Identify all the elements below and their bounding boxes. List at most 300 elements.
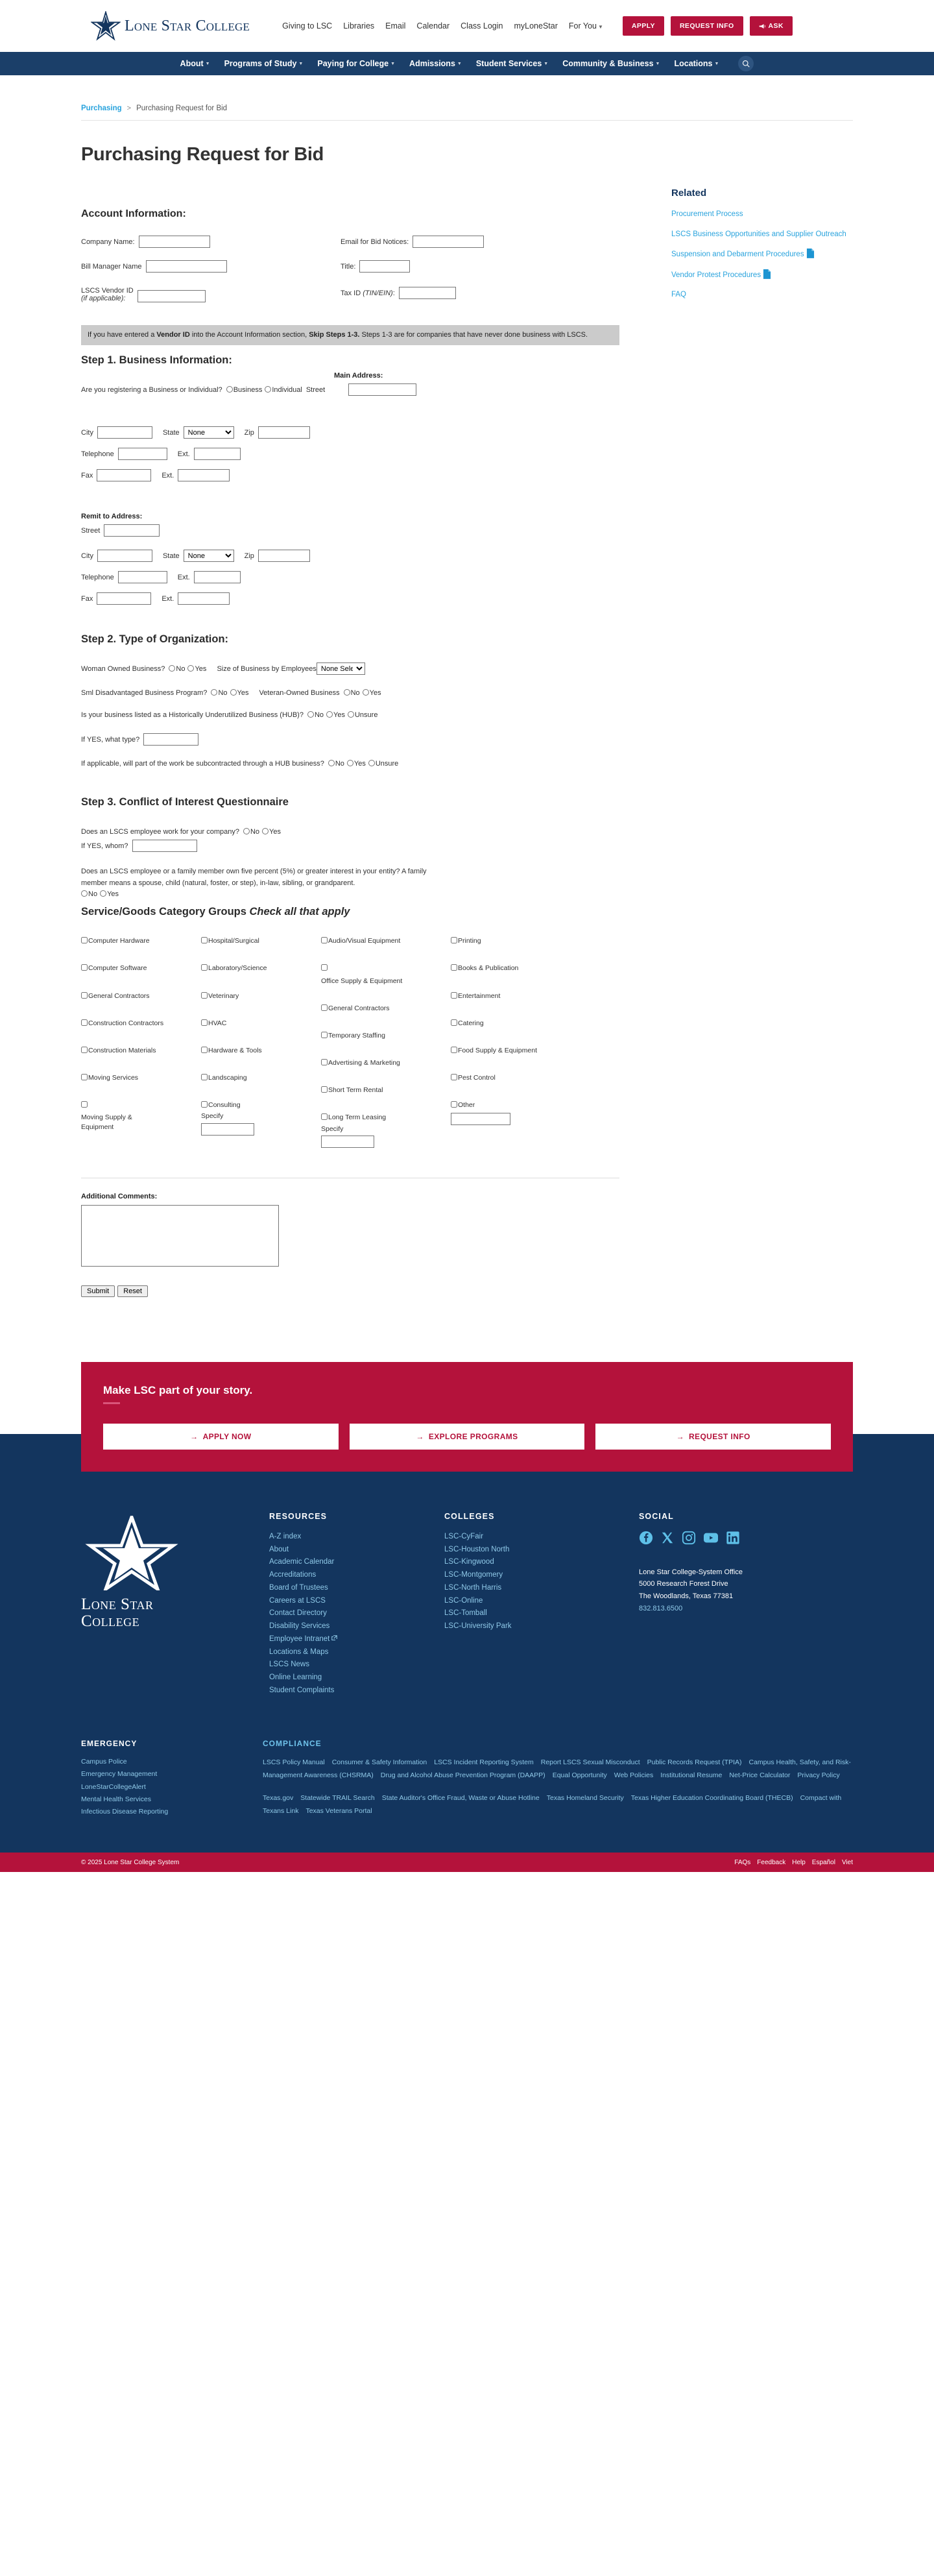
checkbox-hvac[interactable]: [201, 1019, 321, 1028]
radio-business[interactable]: [226, 386, 263, 394]
utility-header: [0, 0, 934, 52]
main-street-input[interactable]: [348, 383, 416, 396]
radio-individual[interactable]: [265, 386, 302, 394]
footer-link-label: Emergency Management: [81, 1770, 158, 1779]
bill-manager-input[interactable]: [146, 260, 227, 273]
main-telephone-ext-input[interactable]: [194, 448, 241, 460]
footer-logo-line2: College: [81, 1612, 140, 1631]
footer-link-lsc-university-park[interactable]: [444, 1620, 639, 1633]
consulting-specify-label: Specify: [201, 1112, 224, 1121]
additional-comments-textarea[interactable]: [81, 1205, 279, 1267]
megaphone-icon: [759, 23, 766, 29]
nav-item-community-business[interactable]: [562, 59, 660, 68]
radio-label-yes: Yes: [369, 689, 381, 698]
radio-individual-input[interactable]: [265, 386, 271, 393]
subcontract-unsure-input[interactable]: [368, 760, 375, 766]
lscs-employee-yes[interactable]: [262, 828, 281, 836]
radio-label-yes: Yes: [237, 689, 249, 698]
remit-street-input[interactable]: [104, 524, 160, 537]
footer-link-help[interactable]: Help: [792, 1858, 806, 1866]
checkbox-pest-control[interactable]: [451, 1073, 571, 1082]
family-ownership-line1: Does an LSCS employee or a family member own five percent (5%) or greater interest in your entity? A family: [81, 868, 427, 876]
checkbox-audio-visual-equipment[interactable]: [321, 936, 451, 945]
footer-link-feedback[interactable]: Feedback: [757, 1858, 786, 1866]
checkbox-other-input[interactable]: [451, 1101, 457, 1108]
footer-link-label: LSC-Houston North: [444, 1545, 510, 1553]
footer-link-label: State Auditor's Office Fraud, Waste or Abuse Hotline: [381, 1793, 540, 1802]
footer-link-label: Net-Price Calculator: [729, 1771, 791, 1780]
radio-business-input[interactable]: [226, 386, 233, 393]
utility-nav: [282, 21, 603, 30]
lscs-employee-question: Does an LSCS employee work for your company?: [81, 828, 239, 836]
woman-owned-yes[interactable]: [187, 665, 206, 673]
category-column-2: [201, 936, 321, 1148]
company-name-label: Company Name:: [81, 237, 135, 246]
cta-button-label: REQUEST INFO: [688, 1431, 750, 1441]
site-logo[interactable]: [91, 11, 250, 41]
bill-manager-label: Bill Manager Name: [81, 262, 142, 271]
reset-button[interactable]: Reset: [117, 1285, 148, 1297]
lscs-employee-whom-input[interactable]: [132, 840, 197, 852]
footer-link-label: LSC-University Park: [444, 1622, 512, 1631]
sml-disadvantaged-no-input[interactable]: [211, 689, 217, 696]
footer-link-thecb[interactable]: [631, 1794, 793, 1802]
nav-item-admissions[interactable]: [409, 59, 462, 68]
footer-link-a-z-index[interactable]: [269, 1531, 444, 1544]
footer-link-infectious-disease-reporting[interactable]: [81, 1806, 263, 1818]
lscs-employee-no-input[interactable]: [243, 828, 250, 834]
cta-button-label: APPLY NOW: [202, 1431, 252, 1441]
footer-link-label: A-Z index: [269, 1532, 302, 1540]
checkbox-books-publication[interactable]: [451, 964, 571, 973]
category-groups-heading-main: Service/Goods Category Groups: [81, 906, 250, 918]
remit-fax-input[interactable]: [97, 592, 151, 605]
footer-link-faqs[interactable]: FAQs: [734, 1858, 751, 1866]
cta-explore-programs-button[interactable]: [350, 1424, 585, 1450]
request-info-button[interactable]: [671, 16, 743, 36]
footer-link-employee-intranet[interactable]: [269, 1633, 444, 1646]
x-twitter-link[interactable]: [660, 1531, 675, 1548]
vendor-id-notice: [81, 325, 619, 345]
nav-item-label: Admissions: [409, 59, 455, 68]
checkbox-pest-control-input[interactable]: [451, 1074, 457, 1080]
footer-link-accreditations[interactable]: [269, 1569, 444, 1582]
sml-disadvantaged-yes[interactable]: [230, 689, 249, 697]
subcontract-yes-input[interactable]: [347, 760, 353, 766]
tax-id-label-note: (TIN/EIN): [363, 289, 393, 297]
tax-id-input[interactable]: [399, 287, 456, 299]
tax-id-label: Tax ID: [341, 289, 361, 297]
footer-link-lsc-tomball[interactable]: [444, 1607, 639, 1620]
checkbox-label: Hospital/Surgical: [208, 937, 259, 945]
footer-link-privacy-policy[interactable]: [797, 1771, 839, 1779]
checkbox-short-term-rental[interactable]: [321, 1086, 451, 1095]
cta-apply-now-button[interactable]: [103, 1424, 339, 1450]
checkbox-printing-input[interactable]: [451, 937, 457, 943]
footer-link-lscs-policy-manual[interactable]: [263, 1758, 325, 1766]
util-link-label: Calendar: [416, 21, 450, 30]
footer-link-lsc-houston-north[interactable]: [444, 1544, 639, 1557]
linkedin-icon: [726, 1531, 740, 1545]
related-link-suspension-debarment[interactable]: [671, 249, 853, 260]
footer-link-label: Campus Health, Safety, and Risk-Management Awareness (CHSRMA): [263, 1758, 851, 1780]
size-of-business-select[interactable]: [317, 662, 365, 675]
footer-link-academic-calendar[interactable]: [269, 1556, 444, 1569]
hub-type-label: If YES, what type?: [81, 735, 140, 744]
family-ownership-yes[interactable]: [100, 890, 119, 898]
checkbox-entertainment[interactable]: [451, 991, 571, 1001]
vendor-id-label: LSCS Vendor ID: [81, 287, 134, 295]
util-link-giving[interactable]: [282, 21, 332, 30]
compliance-links-group-1: [263, 1756, 853, 1782]
checkbox-short-term-rental-input[interactable]: [321, 1086, 328, 1093]
woman-owned-no[interactable]: [169, 665, 185, 673]
hub-unsure[interactable]: [348, 711, 377, 719]
facebook-link[interactable]: [639, 1531, 653, 1548]
footer-link-net-price-calculator[interactable]: [729, 1771, 790, 1779]
hub-unsure-input[interactable]: [348, 711, 354, 718]
checkbox-label: Temporary Staffing: [328, 1031, 385, 1039]
svg-text:PDF: PDF: [763, 275, 771, 279]
radio-individual-label: Individual: [272, 385, 302, 394]
email-bid-notices-input[interactable]: [413, 236, 484, 248]
footer-link-lsc-online[interactable]: [444, 1595, 639, 1608]
pdf-icon: [763, 269, 771, 278]
footer-link-label: Campus Police: [81, 1757, 127, 1766]
emergency-links: [81, 1756, 263, 1819]
checkbox-computer-hardware[interactable]: [81, 936, 201, 945]
footer-link-lonestarcollege-alert[interactable]: [81, 1781, 263, 1793]
footer-link-web-policies[interactable]: [614, 1771, 654, 1779]
checkbox-computer-software-input[interactable]: [81, 964, 88, 971]
footer-link-student-complaints[interactable]: [269, 1684, 444, 1697]
checkbox-construction-materials[interactable]: [81, 1046, 201, 1055]
checkbox-label: Pest Control: [458, 1074, 496, 1082]
arrow-right-icon: →: [676, 1431, 684, 1441]
remit-fax-label: Fax: [81, 594, 93, 603]
subcontract-no-input[interactable]: [328, 760, 335, 766]
related-sidebar: [652, 185, 853, 1297]
checkbox-hospital-surgical-input[interactable]: [201, 937, 208, 943]
footer-link-campus-police[interactable]: [81, 1756, 263, 1768]
x-twitter-icon: [660, 1531, 675, 1545]
util-link-class-login[interactable]: [461, 21, 503, 30]
footer-link-texas-gov[interactable]: [263, 1794, 293, 1802]
footer-link-incident-reporting[interactable]: [434, 1758, 534, 1766]
checkbox-label: Hardware & Tools: [208, 1046, 262, 1054]
remit-telephone-ext-label: Ext.: [177, 573, 190, 581]
search-button[interactable]: [738, 56, 754, 71]
footer-link-public-records-request[interactable]: [647, 1758, 742, 1766]
radio-label-yes: Yes: [333, 711, 345, 720]
footer-link-label: Privacy Policy: [797, 1771, 840, 1780]
hub-question: Is your business listed as a Historically Underutilized Business (HUB)?: [81, 711, 304, 720]
footer-link-careers[interactable]: [269, 1595, 444, 1608]
footer-link-consumer-safety-information[interactable]: [332, 1758, 427, 1766]
subcontract-yes[interactable]: [347, 760, 366, 768]
hub-no-input[interactable]: [307, 711, 314, 718]
checkbox-entertainment-input[interactable]: [451, 992, 457, 999]
util-link-email[interactable]: [385, 21, 405, 30]
breadcrumb-link-purchasing[interactable]: Purchasing: [81, 104, 122, 112]
main-city-input[interactable]: [97, 426, 152, 439]
hub-no[interactable]: [307, 711, 324, 719]
checkbox-general-contractors-1[interactable]: [81, 991, 201, 1001]
chevron-down-icon: ▼: [714, 61, 719, 66]
subcontract-hub-question: If applicable, will part of the work be subcontracted through a HUB business?: [81, 760, 324, 768]
footer-link-emergency-management[interactable]: [81, 1768, 263, 1780]
main-telephone-label: Telephone: [81, 450, 114, 458]
footer-link-lsc-north-harris[interactable]: [444, 1582, 639, 1595]
checkbox-hardware-tools-input[interactable]: [201, 1047, 208, 1053]
woman-owned-yes-input[interactable]: [187, 665, 194, 672]
footer-link-espanol[interactable]: Español: [811, 1858, 835, 1866]
apply-button[interactable]: [623, 16, 664, 36]
checkbox-veterinary-input[interactable]: [201, 992, 208, 999]
remit-zip-input[interactable]: [258, 550, 310, 562]
main-street-label: Street: [305, 385, 326, 394]
checkbox-computer-hardware-input[interactable]: [81, 937, 88, 943]
sml-disadvantaged-yes-input[interactable]: [230, 689, 237, 696]
checkbox-general-contractors-2[interactable]: [321, 1004, 451, 1013]
related-link-label: LSCS Business Opportunities and Supplier Outreach: [671, 230, 846, 238]
family-ownership-no-input[interactable]: [81, 890, 88, 897]
remit-state-select[interactable]: [184, 550, 234, 562]
util-link-for-you[interactable]: [569, 21, 603, 30]
hub-type-input[interactable]: [143, 733, 198, 746]
checkbox-moving-services[interactable]: [81, 1073, 201, 1082]
footer-link-lsc-cyfair[interactable]: [444, 1531, 639, 1544]
checkbox-landscaping-input[interactable]: [201, 1074, 208, 1080]
checkbox-label: Landscaping: [208, 1074, 247, 1082]
checkbox-moving-services-input[interactable]: [81, 1074, 88, 1080]
main-zip-input[interactable]: [258, 426, 310, 439]
remit-telephone-input[interactable]: [118, 571, 167, 583]
checkbox-label: Books & Publication: [458, 964, 519, 973]
other-specify-input[interactable]: [451, 1113, 510, 1125]
checkbox-laboratory-science-input[interactable]: [201, 964, 208, 971]
veteran-owned-no-input[interactable]: [344, 689, 350, 696]
footer-link-lscs-news[interactable]: [269, 1659, 444, 1671]
remit-fax-ext-input[interactable]: [178, 592, 230, 605]
related-link-faq[interactable]: [671, 289, 853, 300]
checkbox-printing[interactable]: [451, 936, 571, 945]
email-bid-notices-label: Email for Bid Notices:: [341, 237, 409, 246]
additional-comments-heading: Additional Comments:: [81, 1192, 158, 1200]
radio-label-yes: Yes: [107, 890, 119, 899]
consulting-specify-input[interactable]: [201, 1123, 254, 1136]
checkbox-long-term-leasing[interactable]: [321, 1113, 451, 1147]
checkbox-office-supply-equipment-input[interactable]: [321, 964, 328, 971]
related-link-vendor-protest[interactable]: [671, 269, 853, 281]
lscs-employee-yes-input[interactable]: [262, 828, 269, 834]
footer-link-state-auditor-hotline[interactable]: [382, 1794, 540, 1802]
checkbox-catering-input[interactable]: [451, 1019, 457, 1026]
vendor-id-input[interactable]: [138, 290, 206, 302]
footer-link-label: Student Complaints: [269, 1686, 335, 1694]
instagram-link[interactable]: [682, 1531, 696, 1548]
footer-link-lsc-montgomery[interactable]: [444, 1569, 639, 1582]
checkbox-long-term-leasing-input[interactable]: [321, 1113, 328, 1120]
radio-label-yes: Yes: [269, 828, 281, 836]
nav-item-about[interactable]: [180, 59, 210, 68]
footer-link-daapp[interactable]: [381, 1771, 545, 1779]
checkbox-label: Entertainment: [458, 991, 501, 1000]
veteran-owned-yes[interactable]: [363, 689, 381, 697]
checkbox-advertising-marketing-input[interactable]: [321, 1059, 328, 1065]
footer-link-locations-maps[interactable]: [269, 1646, 444, 1659]
footer-link-online-learning[interactable]: [269, 1671, 444, 1684]
checkbox-general-contractors-2-input[interactable]: [321, 1004, 328, 1011]
footer-link-equal-opportunity[interactable]: [553, 1771, 607, 1779]
cta-request-info-button[interactable]: [595, 1424, 831, 1450]
checkbox-other[interactable]: [451, 1100, 571, 1125]
footer-link-mental-health-services[interactable]: [81, 1793, 263, 1806]
footer-link-texas-homeland-security[interactable]: [547, 1794, 624, 1802]
util-link-calendar[interactable]: [416, 21, 449, 30]
apply-button-label: APPLY: [631, 22, 655, 30]
checkbox-computer-software[interactable]: [81, 964, 201, 973]
checkbox-veterinary[interactable]: [201, 991, 321, 1001]
checkbox-food-supply-equipment-input[interactable]: [451, 1047, 457, 1053]
footer-link-label: LSC-Montgomery: [444, 1571, 503, 1579]
nav-item-locations[interactable]: [674, 59, 719, 68]
footer-link-label: Texas.gov: [263, 1793, 294, 1802]
vendor-id-label-note: (if applicable):: [81, 295, 126, 302]
checkbox-label: Advertising & Marketing: [328, 1059, 400, 1067]
footer-link-label: LSCS Incident Reporting System: [434, 1758, 534, 1766]
footer-link-label: LSCS Policy Manual: [263, 1758, 325, 1766]
checkbox-hvac-input[interactable]: [201, 1019, 208, 1026]
checkbox-construction-contractors[interactable]: [81, 1019, 201, 1028]
checkbox-general-contractors-1-input[interactable]: [81, 992, 88, 999]
long-term-leasing-specify-input[interactable]: [321, 1136, 374, 1148]
remit-telephone-ext-input[interactable]: [194, 571, 241, 583]
remit-city-input[interactable]: [97, 550, 152, 562]
footer-link-label: Report LSCS Sexual Misconduct: [540, 1758, 640, 1766]
company-name-input[interactable]: [139, 236, 210, 248]
footer-link-contact-directory[interactable]: [269, 1607, 444, 1620]
checkbox-office-supply-equipment[interactable]: [321, 964, 451, 985]
footer-link-statewide-trail-search[interactable]: [300, 1794, 374, 1802]
checkbox-landscaping[interactable]: [201, 1073, 321, 1082]
main-state-select[interactable]: [184, 426, 234, 439]
footer-link-about[interactable]: [269, 1544, 444, 1557]
radio-label-no: No: [335, 760, 344, 768]
nav-item-programs-of-study[interactable]: [224, 59, 304, 68]
checkbox-moving-supply-equipment-input[interactable]: [81, 1101, 88, 1108]
main-zip-label: Zip: [244, 428, 254, 437]
checkbox-moving-supply-equipment[interactable]: [81, 1100, 201, 1132]
footer-phone-link[interactable]: 832.813.6500: [639, 1604, 683, 1612]
title-input[interactable]: [359, 260, 410, 273]
checkbox-food-supply-equipment[interactable]: [451, 1046, 571, 1055]
footer-link-label: Texas Homeland Security: [546, 1793, 624, 1802]
util-link-libraries[interactable]: [343, 21, 374, 30]
checkbox-hospital-surgical[interactable]: [201, 936, 321, 945]
veteran-owned-yes-input[interactable]: [363, 689, 369, 696]
checkbox-audio-visual-equipment-input[interactable]: [321, 937, 328, 943]
nav-item-student-services[interactable]: [476, 59, 548, 68]
submit-button[interactable]: Submit: [81, 1285, 115, 1297]
cta-rule: [103, 1402, 120, 1404]
hub-yes-input[interactable]: [326, 711, 333, 718]
breadcrumb: [81, 75, 853, 121]
youtube-link[interactable]: [703, 1531, 719, 1548]
related-link-procurement-process[interactable]: [671, 209, 853, 220]
footer-link-label: Locations & Maps: [269, 1647, 329, 1656]
form-action-buttons: [81, 1285, 652, 1297]
main-telephone-input[interactable]: [118, 448, 167, 460]
nav-item-paying-for-college[interactable]: [317, 59, 395, 68]
main-fax-input[interactable]: [97, 469, 151, 481]
checkbox-temporary-staffing-input[interactable]: [321, 1032, 328, 1038]
cta-banner: [81, 1362, 853, 1472]
footer-link-viet[interactable]: Viet: [841, 1858, 853, 1866]
related-link-business-opportunities[interactable]: [671, 229, 853, 240]
hub-yes[interactable]: [326, 711, 345, 719]
footer-emergency-heading: EMERGENCY: [81, 1738, 138, 1748]
instagram-icon: [682, 1531, 696, 1545]
category-groups-heading-sub: Check all that apply: [249, 906, 350, 918]
footer-link-texas-veterans-portal[interactable]: [305, 1807, 372, 1815]
footer-link-label: Mental Health Services: [81, 1795, 151, 1803]
subcontract-unsure[interactable]: [368, 760, 398, 768]
ask-button[interactable]: [750, 16, 793, 36]
checkbox-advertising-marketing[interactable]: [321, 1058, 451, 1067]
footer-link-label: Equal Opportunity: [552, 1771, 607, 1780]
checkbox-label: Printing: [458, 937, 481, 945]
family-ownership-no[interactable]: [81, 890, 97, 898]
sml-disadvantaged-no[interactable]: [211, 689, 227, 697]
subcontract-no[interactable]: [328, 760, 344, 768]
footer-link-label: LSCS News: [269, 1660, 309, 1669]
related-link-label: Suspension and Debarment Procedures: [671, 250, 804, 259]
checkbox-books-publication-input[interactable]: [451, 964, 457, 971]
checkbox-consulting[interactable]: [201, 1100, 321, 1135]
checkbox-hardware-tools[interactable]: [201, 1046, 321, 1055]
footer-link-label: Accreditations: [269, 1571, 317, 1579]
footer-link-report-sexual-misconduct[interactable]: [541, 1758, 640, 1766]
checkbox-label: General Contractors: [88, 991, 150, 1000]
woman-owned-no-input[interactable]: [169, 665, 175, 672]
footer-link-label: Institutional Resume: [660, 1771, 723, 1780]
util-link-label: myLoneStar: [514, 21, 558, 30]
checkbox-construction-contractors-input[interactable]: [81, 1019, 88, 1026]
footer-link-label: Careers at LSCS: [269, 1596, 326, 1605]
footer-link-disability-services[interactable]: [269, 1620, 444, 1633]
util-link-mylonestar[interactable]: [514, 21, 557, 30]
checkbox-temporary-staffing[interactable]: [321, 1031, 451, 1040]
checkbox-catering[interactable]: [451, 1019, 571, 1028]
footer-link-institutional-resume[interactable]: [660, 1771, 722, 1779]
footer-link-label: Academic Calendar: [269, 1558, 335, 1566]
veteran-owned-no[interactable]: [344, 689, 360, 697]
checkbox-laboratory-science[interactable]: [201, 964, 321, 973]
main-fax-ext-input[interactable]: [178, 469, 230, 481]
lscs-employee-no[interactable]: [243, 828, 259, 836]
linkedin-link[interactable]: [726, 1531, 740, 1548]
svg-text:PDF: PDF: [806, 255, 814, 259]
family-ownership-yes-input[interactable]: [100, 890, 106, 897]
checkbox-label: Construction Materials: [88, 1046, 156, 1054]
radio-label-no: No: [88, 890, 98, 899]
checkbox-consulting-input[interactable]: [201, 1101, 208, 1108]
footer-link-board-of-trustees[interactable]: [269, 1582, 444, 1595]
checkbox-construction-materials-input[interactable]: [81, 1047, 88, 1053]
checkbox-label: Other: [458, 1101, 475, 1110]
footer-link-lsc-kingwood[interactable]: [444, 1556, 639, 1569]
